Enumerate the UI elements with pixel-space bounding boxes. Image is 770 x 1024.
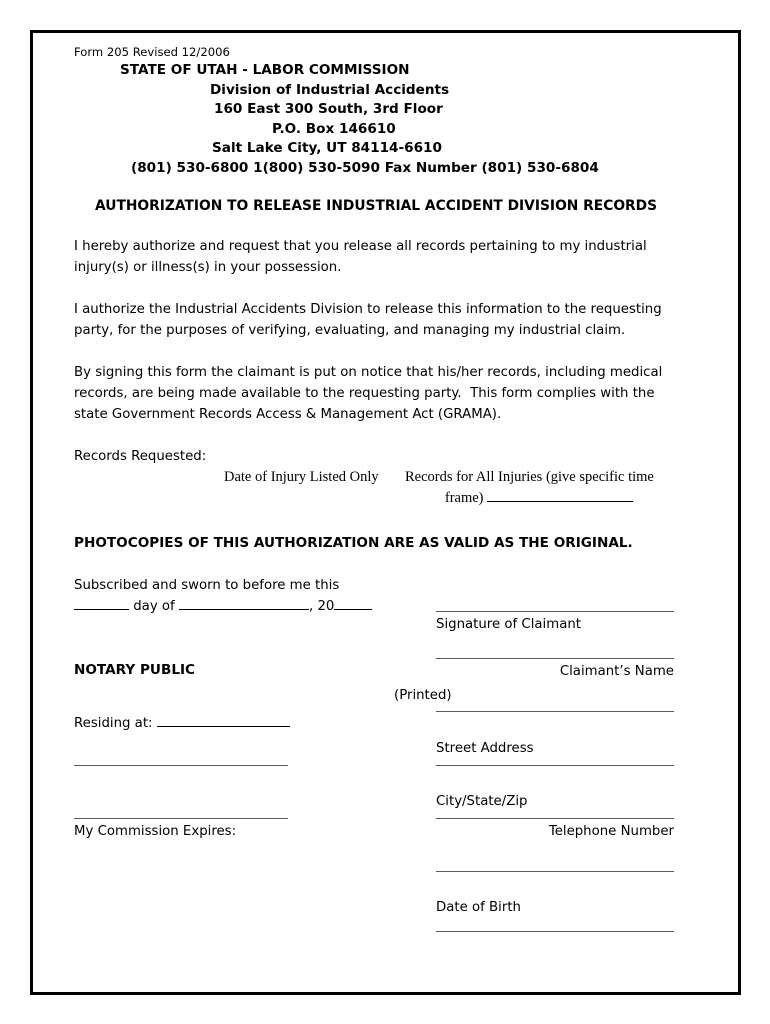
paragraph-authorize-release: I hereby authorize and request that you release all records pertaining to my industrial injury(s) or illness(s) in your possession. <box>74 239 651 275</box>
year-prefix-label: , 20 <box>308 599 335 614</box>
agency-name-line: STATE OF UTAH - LABOR COMMISSION <box>120 62 410 78</box>
time-frame-input-blank[interactable] <box>487 488 633 502</box>
street-address-line: 160 East 300 South, 3rd Floor <box>214 101 443 117</box>
notary-year-input-blank[interactable] <box>334 609 372 610</box>
day-of-label: day of <box>133 599 175 614</box>
claimant-name-line[interactable] <box>436 658 674 659</box>
form-number-label: Form 205 Revised 12/2006 <box>74 45 230 59</box>
option-all-injuries-frame-label: frame) <box>444 490 484 506</box>
po-box-line: P.O. Box 146610 <box>272 120 396 137</box>
final-blank-line[interactable] <box>436 931 674 932</box>
notary-blank-line-2[interactable] <box>74 818 288 819</box>
paragraph-authorize-division: I authorize the Industrial Accidents Division to release this information to the requesting party, for the purposes of verifying, evaluating, and managing my industrial claim. <box>74 302 666 338</box>
option-all-injuries-line2 <box>405 488 673 509</box>
division-name-line: Division of Industrial Accidents <box>210 81 450 98</box>
signature-of-claimant-line[interactable] <box>436 611 674 612</box>
subscribed-sworn-line2 <box>74 596 372 617</box>
notary-month-input-blank[interactable] <box>179 609 309 610</box>
date-of-birth-line[interactable] <box>436 871 674 872</box>
city-state-zip-line: Salt Lake City, UT 84114-6610 <box>212 140 442 156</box>
street-address-line[interactable] <box>436 711 674 712</box>
page-title: AUTHORIZATION TO RELEASE INDUSTRIAL ACCIDENT DIVISION RECORDS <box>95 198 658 214</box>
paragraph-grama-notice: By signing this form the claimant is put on notice that his/her records, including medical records, are being made available to the requesting party. This form complies with the state Government Records Access & Management Act (GRAMA). <box>74 365 667 422</box>
form-page-border <box>30 30 741 995</box>
residing-at-label: Residing at: <box>74 716 153 731</box>
city-state-zip-line[interactable] <box>436 765 674 766</box>
residing-at-row <box>74 713 290 734</box>
telephone-number-line[interactable] <box>436 818 674 819</box>
residing-at-input-blank[interactable] <box>157 726 290 727</box>
option-all-injuries-line1[interactable]: Records for All Injuries (give specific time <box>405 469 654 485</box>
printed-label: (Printed) <box>394 688 452 703</box>
city-state-zip-label: City/State/Zip <box>436 794 528 809</box>
notary-day-input-blank[interactable] <box>74 609 129 610</box>
records-requested-heading: Records Requested: <box>74 449 207 464</box>
records-requested-options <box>74 467 714 511</box>
form-content <box>74 45 714 975</box>
option-date-of-injury-only[interactable]: Date of Injury Listed Only <box>224 469 379 485</box>
photocopy-validity-notice: PHOTOCOPIES OF THIS AUTHORIZATION ARE AS VALID AS THE ORIGINAL. <box>74 535 633 551</box>
signature-of-claimant-label: Signature of Claimant <box>436 617 581 632</box>
notary-blank-line-1[interactable] <box>74 765 288 766</box>
telephone-number-label: Telephone Number <box>548 824 674 839</box>
subscribed-sworn-line1: Subscribed and sworn to before me this <box>74 578 340 593</box>
street-address-label: Street Address <box>436 741 534 756</box>
claimant-name-label: Claimant’s Name <box>559 664 674 679</box>
notary-public-heading: NOTARY PUBLIC <box>74 662 196 678</box>
date-of-birth-label: Date of Birth <box>436 900 521 915</box>
commission-expires-label: My Commission Expires: <box>74 824 237 839</box>
signature-and-notary-area <box>74 575 714 975</box>
phone-fax-line: (801) 530-6800 1(800) 530-5090 Fax Number (801) 530-6804 <box>131 159 599 176</box>
